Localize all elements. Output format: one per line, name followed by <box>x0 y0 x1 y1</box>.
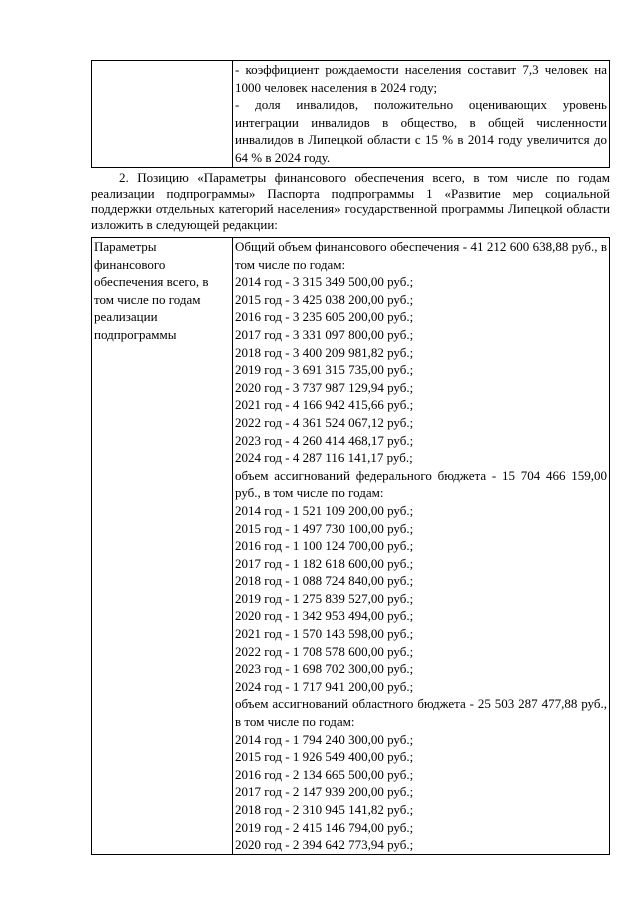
financing-table <box>91 237 610 855</box>
top-table-right-cell <box>233 61 610 168</box>
year-line: 2023 год - 4 260 414 468,17 руб.; <box>235 432 414 448</box>
year-line: 2018 год - 1 088 724 840,00 руб.; <box>235 573 414 589</box>
top-table-left-cell <box>92 61 233 168</box>
year-line: 2018 год - 3 400 209 981,82 руб.; <box>235 344 414 360</box>
amendment-paragraph <box>91 170 610 232</box>
top-table <box>91 60 610 168</box>
indicator-item: - доля инвалидов, положительно оценивающих уровень интеграции инвалидов в общество, в общей численности инвалидов в Липецкой области с 15 % в 2014 году увеличится до 64 % в 2024 году. <box>235 97 607 165</box>
year-line: 2020 год - 1 342 953 494,00 руб.; <box>235 608 414 624</box>
year-line: 2023 год - 1 698 702 300,00 руб.; <box>235 661 414 677</box>
year-line: 2022 год - 4 361 524 067,12 руб.; <box>235 414 414 430</box>
year-line: 2016 год - 1 100 124 700,00 руб.; <box>235 538 414 554</box>
year-line: 2015 год - 3 425 038 200,00 руб.; <box>235 291 414 307</box>
amendment-paragraph-text: 2. Позицию «Параметры финансового обеспечения всего, в том числе по годам реализации подпрограммы» Паспорта подпрограммы 1 «Развитие мер социальной поддержки отдельных категорий населения» государственной программы Липецкой области изложить в следующей редакции: <box>91 170 610 232</box>
year-line: 2017 год - 1 182 618 600,00 руб.; <box>235 555 414 571</box>
year-line: 2021 год - 4 166 942 415,66 руб.; <box>235 397 414 413</box>
year-line: 2019 год - 3 691 315 735,00 руб.; <box>235 362 414 378</box>
year-line: 2015 год - 1 926 549 400,00 руб.; <box>235 749 414 765</box>
year-line: 2022 год - 1 708 578 600,00 руб.; <box>235 643 414 659</box>
table-row <box>92 238 610 855</box>
year-line: 2014 год - 3 315 349 500,00 руб.; <box>235 274 414 290</box>
year-line: 2017 год - 2 147 939 200,00 руб.; <box>235 784 414 800</box>
year-line: 2015 год - 1 497 730 100,00 руб.; <box>235 520 414 536</box>
federal-heading: объем ассигнований федерального бюджета - 15 704 466 159,00 руб., в том числе по годам: <box>235 467 607 501</box>
year-line: 2014 год - 1 521 109 200,00 руб.; <box>235 502 414 518</box>
year-line: 2014 год - 1 794 240 300,00 руб.; <box>235 731 414 747</box>
financing-values-cell <box>233 238 610 855</box>
year-line: 2020 год - 3 737 987 129,94 руб.; <box>235 379 414 395</box>
financing-label: Параметры финансового обеспечения всего, в том числе по годам реализации подпрограммы <box>94 239 209 342</box>
year-line: 2024 год - 1 717 941 200,00 руб.; <box>235 678 414 694</box>
financing-label-cell <box>92 238 233 855</box>
year-line: 2019 год - 2 415 146 794,00 руб.; <box>235 819 414 835</box>
indicator-item: - коэффициент рождаемости населения составит 7,3 человек на 1000 человек населения в 2024 году; <box>235 62 607 95</box>
year-line: 2020 год - 2 394 642 773,94 руб.; <box>235 837 414 853</box>
year-line: 2021 год - 1 570 143 598,00 руб.; <box>235 626 414 642</box>
regional-heading: объем ассигнований областного бюджета - 25 503 287 477,88 руб., в том числе по годам: <box>235 696 607 730</box>
total-heading: Общий объем финансового обеспечения - 41 212 600 638,88 руб., в том числе по годам: <box>235 239 607 272</box>
year-line: 2016 год - 2 134 665 500,00 руб.; <box>235 766 414 782</box>
year-line: 2018 год - 2 310 945 141,82 руб.; <box>235 802 414 817</box>
year-line: 2017 год - 3 331 097 800,00 руб.; <box>235 326 414 342</box>
year-line: 2019 год - 1 275 839 527,00 руб.; <box>235 590 414 606</box>
year-line: 2016 год - 3 235 605 200,00 руб.; <box>235 309 414 325</box>
table-row <box>92 61 610 168</box>
year-line: 2024 год - 4 287 116 141,17 руб.; <box>235 450 413 466</box>
